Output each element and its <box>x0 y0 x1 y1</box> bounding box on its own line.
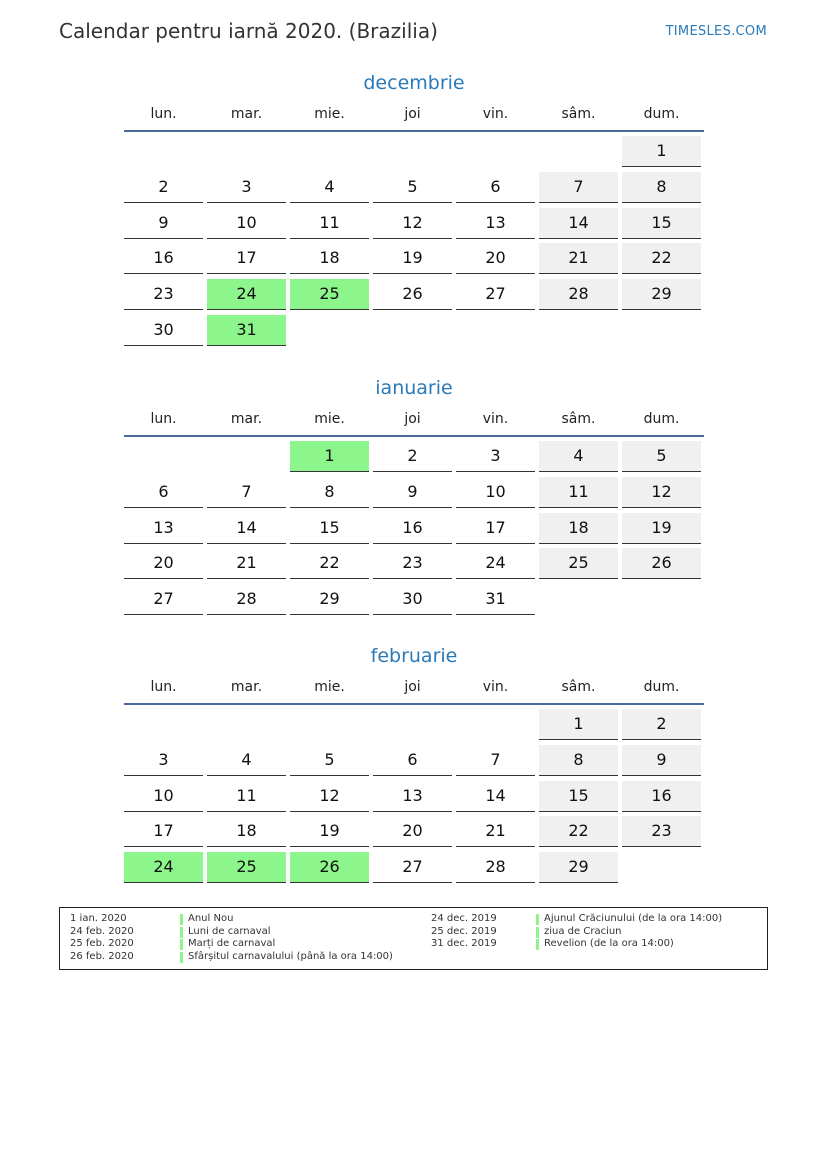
legend-date: 25 dec. 2019 <box>431 925 497 937</box>
weekday-header <box>124 409 704 437</box>
day-cell: 1 <box>539 709 618 740</box>
empty-day-cell <box>539 315 618 346</box>
day-cell: 19 <box>290 816 369 847</box>
week-row <box>124 243 704 274</box>
day-cell: 12 <box>373 208 452 239</box>
day-cell: 10 <box>124 781 203 812</box>
legend-date: 1 ian. 2020 <box>70 913 127 924</box>
week-row <box>124 136 704 167</box>
legend-date: 31 dec. 2019 <box>431 938 497 950</box>
weekday-label: mie. <box>314 679 345 695</box>
weekday-label: mie. <box>314 106 345 122</box>
empty-day-cell <box>456 136 535 167</box>
weekday-label: lun. <box>150 679 177 695</box>
month-februarie <box>124 641 704 888</box>
empty-day-cell <box>373 709 452 740</box>
day-cell: 4 <box>290 172 369 203</box>
day-cell: 25 <box>290 279 369 310</box>
empty-day-cell <box>290 136 369 167</box>
day-cell: 1 <box>290 441 369 472</box>
day-cell: 29 <box>290 584 369 615</box>
weekday-label: lun. <box>150 106 177 122</box>
day-cell: 28 <box>539 279 618 310</box>
empty-day-cell <box>373 136 452 167</box>
month-name: decembrie <box>363 72 465 94</box>
day-cell: 22 <box>290 548 369 579</box>
month-name: februarie <box>370 645 458 667</box>
day-cell: 5 <box>373 172 452 203</box>
day-cell: 18 <box>539 513 618 544</box>
week-row <box>124 816 704 847</box>
weekday-label: vin. <box>482 106 509 122</box>
legend-date: 24 feb. 2020 <box>70 925 134 937</box>
day-cell: 20 <box>124 548 203 579</box>
day-cell: 6 <box>373 745 452 776</box>
day-cell: 15 <box>290 513 369 544</box>
day-cell: 21 <box>539 243 618 274</box>
day-cell: 30 <box>124 315 203 346</box>
weekday-label: joi <box>404 411 421 427</box>
week-row <box>124 745 704 776</box>
day-cell: 29 <box>622 279 701 310</box>
empty-day-cell <box>456 709 535 740</box>
day-cell: 14 <box>539 208 618 239</box>
day-cell: 5 <box>622 441 701 472</box>
day-cell: 22 <box>539 816 618 847</box>
weekday-label: dum. <box>643 106 680 122</box>
day-cell: 2 <box>622 709 701 740</box>
day-cell: 25 <box>539 548 618 579</box>
week-row <box>124 208 704 239</box>
day-cell: 13 <box>373 781 452 812</box>
weekday-label: joi <box>404 106 421 122</box>
legend-holiday-name: Anul Nou <box>188 913 234 924</box>
weekday-label: mar. <box>230 106 263 122</box>
holiday-color-marker <box>536 939 539 950</box>
day-cell: 6 <box>124 477 203 508</box>
empty-day-cell <box>622 584 701 615</box>
week-row <box>124 172 704 203</box>
day-cell: 17 <box>207 243 286 274</box>
day-cell: 8 <box>622 172 701 203</box>
week-row <box>124 852 704 883</box>
day-cell: 9 <box>373 477 452 508</box>
day-cell: 19 <box>373 243 452 274</box>
legend-holiday-name: Revelion (de la ora 14:00) <box>544 938 674 950</box>
weekday-label: sâm. <box>561 106 596 122</box>
day-cell: 16 <box>622 781 701 812</box>
day-cell: 3 <box>456 441 535 472</box>
day-cell: 17 <box>456 513 535 544</box>
empty-day-cell <box>124 709 203 740</box>
day-cell: 24 <box>207 279 286 310</box>
holiday-legend <box>59 907 768 970</box>
empty-day-cell <box>539 584 618 615</box>
day-cell: 15 <box>539 781 618 812</box>
empty-day-cell <box>207 709 286 740</box>
day-cell: 23 <box>373 548 452 579</box>
holiday-color-marker <box>180 939 183 950</box>
weeks <box>124 705 704 883</box>
weekday-header <box>124 104 704 132</box>
holiday-color-marker <box>536 914 539 925</box>
weekday-label: vin. <box>482 679 509 695</box>
day-cell: 30 <box>373 584 452 615</box>
week-row <box>124 513 704 544</box>
empty-day-cell <box>290 709 369 740</box>
day-cell: 4 <box>207 745 286 776</box>
day-cell: 24 <box>124 852 203 883</box>
day-cell: 21 <box>207 548 286 579</box>
day-cell: 23 <box>622 816 701 847</box>
day-cell: 14 <box>207 513 286 544</box>
day-cell: 20 <box>373 816 452 847</box>
day-cell: 13 <box>124 513 203 544</box>
weekday-label: sâm. <box>561 679 596 695</box>
day-cell: 11 <box>207 781 286 812</box>
day-cell: 31 <box>456 584 535 615</box>
weekday-label: sâm. <box>561 411 596 427</box>
weekday-label: dum. <box>643 679 680 695</box>
legend-holiday-name: ziua de Craciun <box>544 925 622 937</box>
empty-day-cell <box>373 315 452 346</box>
day-cell: 15 <box>622 208 701 239</box>
day-cell: 13 <box>456 208 535 239</box>
weekday-label: mar. <box>230 411 263 427</box>
site-link[interactable]: TIMESLES.COM <box>665 24 767 39</box>
holiday-color-marker <box>180 952 183 963</box>
day-cell: 8 <box>290 477 369 508</box>
day-cell: 27 <box>456 279 535 310</box>
month-name: ianuarie <box>375 377 453 399</box>
page-title: Calendar pentru iarnă 2020. (Brazilia) <box>59 19 438 43</box>
week-row <box>124 441 704 472</box>
empty-day-cell <box>622 852 701 883</box>
day-cell: 31 <box>207 315 286 346</box>
empty-day-cell <box>622 315 701 346</box>
day-cell: 6 <box>456 172 535 203</box>
day-cell: 23 <box>124 279 203 310</box>
legend-holiday-name: Luni de carnaval <box>188 925 271 937</box>
holiday-color-marker <box>180 927 183 938</box>
legend-date: 24 dec. 2019 <box>431 913 497 924</box>
day-cell: 27 <box>124 584 203 615</box>
week-row <box>124 584 704 615</box>
weekday-label: lun. <box>150 411 177 427</box>
empty-day-cell <box>124 136 203 167</box>
day-cell: 8 <box>539 745 618 776</box>
day-cell: 7 <box>456 745 535 776</box>
week-row <box>124 781 704 812</box>
legend-date: 25 feb. 2020 <box>70 938 134 950</box>
empty-day-cell <box>207 136 286 167</box>
empty-day-cell <box>456 315 535 346</box>
day-cell: 2 <box>373 441 452 472</box>
weekday-label: vin. <box>482 411 509 427</box>
day-cell: 5 <box>290 745 369 776</box>
week-row <box>124 477 704 508</box>
weeks <box>124 132 704 346</box>
legend-holiday-name: Marți de carnaval <box>188 938 276 950</box>
day-cell: 3 <box>207 172 286 203</box>
weekday-label: joi <box>404 679 421 695</box>
empty-day-cell <box>207 441 286 472</box>
day-cell: 18 <box>207 816 286 847</box>
week-row <box>124 709 704 740</box>
day-cell: 10 <box>207 208 286 239</box>
holiday-color-marker <box>536 927 539 938</box>
day-cell: 28 <box>207 584 286 615</box>
day-cell: 16 <box>373 513 452 544</box>
day-cell: 3 <box>124 745 203 776</box>
weeks <box>124 437 704 615</box>
day-cell: 22 <box>622 243 701 274</box>
empty-day-cell <box>124 441 203 472</box>
day-cell: 26 <box>290 852 369 883</box>
month-ianuarie <box>124 373 704 620</box>
day-cell: 12 <box>290 781 369 812</box>
weekday-label: dum. <box>643 411 680 427</box>
holiday-color-marker <box>180 914 183 925</box>
weekday-label: mie. <box>314 411 345 427</box>
day-cell: 25 <box>207 852 286 883</box>
day-cell: 28 <box>456 852 535 883</box>
month-decembrie <box>124 68 704 351</box>
day-cell: 2 <box>124 172 203 203</box>
day-cell: 1 <box>622 136 701 167</box>
day-cell: 9 <box>124 208 203 239</box>
day-cell: 26 <box>622 548 701 579</box>
day-cell: 26 <box>373 279 452 310</box>
day-cell: 11 <box>539 477 618 508</box>
day-cell: 19 <box>622 513 701 544</box>
day-cell: 11 <box>290 208 369 239</box>
day-cell: 27 <box>373 852 452 883</box>
legend-date: 26 feb. 2020 <box>70 951 134 963</box>
week-row <box>124 279 704 310</box>
day-cell: 20 <box>456 243 535 274</box>
weekday-header <box>124 677 704 705</box>
day-cell: 14 <box>456 781 535 812</box>
legend-holiday-name: Sfârșitul carnavalului (până la ora 14:00) <box>188 951 393 963</box>
day-cell: 10 <box>456 477 535 508</box>
day-cell: 29 <box>539 852 618 883</box>
empty-day-cell <box>539 136 618 167</box>
day-cell: 24 <box>456 548 535 579</box>
week-row <box>124 315 704 346</box>
day-cell: 12 <box>622 477 701 508</box>
day-cell: 21 <box>456 816 535 847</box>
day-cell: 7 <box>539 172 618 203</box>
day-cell: 18 <box>290 243 369 274</box>
day-cell: 9 <box>622 745 701 776</box>
week-row <box>124 548 704 579</box>
day-cell: 17 <box>124 816 203 847</box>
day-cell: 4 <box>539 441 618 472</box>
day-cell: 16 <box>124 243 203 274</box>
weekday-label: mar. <box>230 679 263 695</box>
day-cell: 7 <box>207 477 286 508</box>
legend-holiday-name: Ajunul Crăciunului (de la ora 14:00) <box>544 913 723 924</box>
empty-day-cell <box>290 315 369 346</box>
